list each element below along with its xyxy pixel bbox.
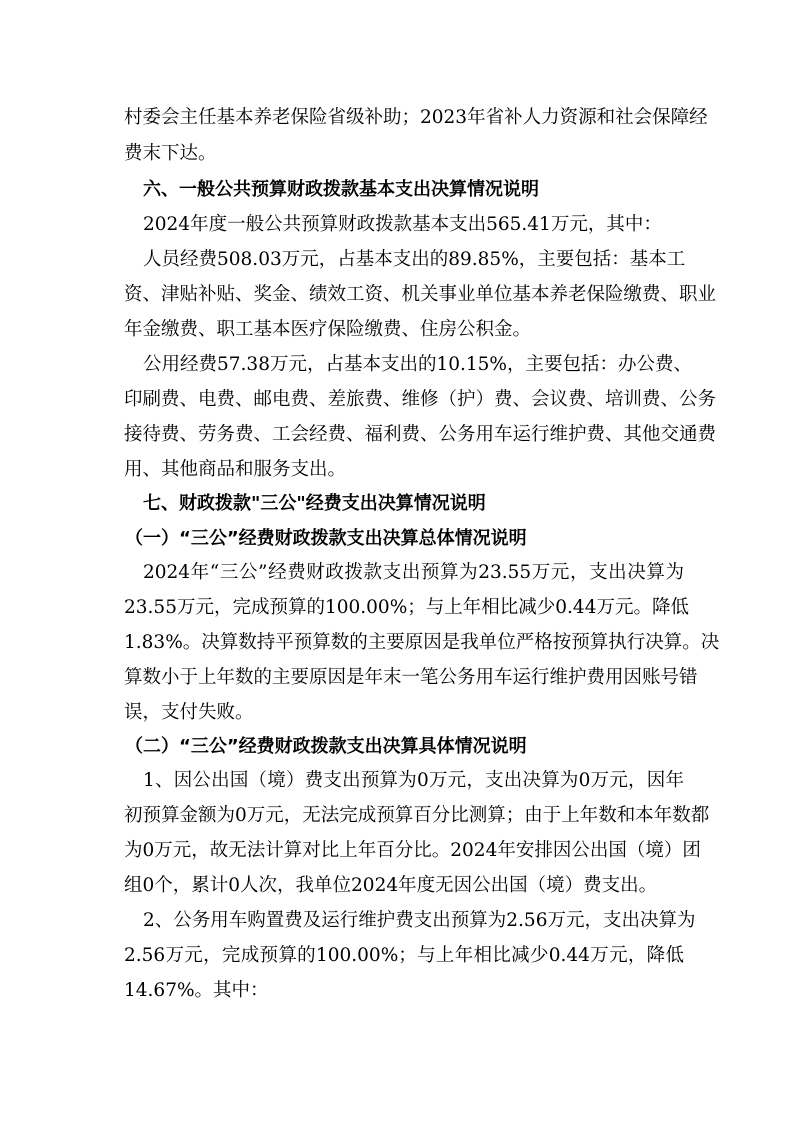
body-text-line: 接待费、劳务费、工会经费、福利费、公务用车运行维护费、其他交通费	[124, 424, 717, 445]
body-text-line: 1.83%。决算数持平预算数的主要原因是我单位严格按预算执行决算。决	[124, 632, 720, 653]
body-text-line: 1、因公出国（境）费支出预算为0万元，支出决算为0万元，因年	[143, 770, 684, 791]
body-text-line: 用、其他商品和服务支出。	[124, 459, 347, 480]
section-heading: 六、一般公共预算财政拨款基本支出决算情况说明	[143, 179, 539, 200]
body-text-line: 资、津贴补贴、奖金、绩效工资、机关事业单位基本养老保险缴费、职业	[124, 284, 717, 305]
body-text-line: 算数小于上年数的主要原因是年末一笔公务用车运行维护费用因账号错	[124, 667, 698, 688]
body-text-line: 误，支付失败。	[124, 702, 254, 723]
body-text-line: 14.67%。其中：	[124, 980, 269, 1001]
body-text-line: 初预算金额为0万元，无法完成预算百分比测算；由于上年数和本年数都	[124, 805, 710, 826]
body-text-line: 2024年“三公”经费财政拨款支出预算为23.55万元，支出决算为	[143, 562, 684, 583]
body-text-line: 23.55万元，完成预算的100.00%；与上年相比减少0.44万元。降低	[124, 597, 689, 618]
body-text-line: 年金缴费、职工基本医疗保险缴费、住房公积金。	[124, 319, 532, 340]
body-text-line: 2.56万元，完成预算的100.00%；与上年相比减少0.44万元，降低	[124, 945, 684, 966]
body-text-line: 村委会主任基本养老保险省级补助；2023年省补人力资源和社会保障经	[124, 107, 708, 128]
section-heading: 七、财政拨款"三公"经费支出决算情况说明	[143, 493, 486, 514]
body-text-line: 费末下达。	[124, 143, 217, 164]
body-text-line: 为0万元，故无法计算对比上年百分比。2024年安排因公出国（境）团	[124, 840, 701, 861]
body-text-line: 2024年度一般公共预算财政拨款基本支出565.41万元，其中：	[143, 214, 662, 235]
body-text-line: 印刷费、电费、邮电费、差旅费、维修（护）费、会议费、培训费、公务	[124, 389, 717, 410]
subsection-heading: （二）“三公”经费财政拨款支出决算具体情况说明	[125, 736, 527, 757]
subsection-heading: （一）“三公”经费财政拨款支出决算总体情况说明	[125, 528, 527, 549]
body-text-line: 2、公务用车购置费及运行维护费支出预算为2.56万元，支出决算为	[143, 910, 696, 931]
body-text-line: 公用经费57.38万元，占基本支出的10.15%，主要包括：办公费、	[143, 354, 693, 375]
body-text-line: 人员经费508.03万元，占基本支出的89.85%，主要包括：基本工	[143, 249, 686, 270]
body-text-line: 组0个，累计0人次，我单位2024年度无因公出国（境）费支出。	[124, 875, 658, 896]
